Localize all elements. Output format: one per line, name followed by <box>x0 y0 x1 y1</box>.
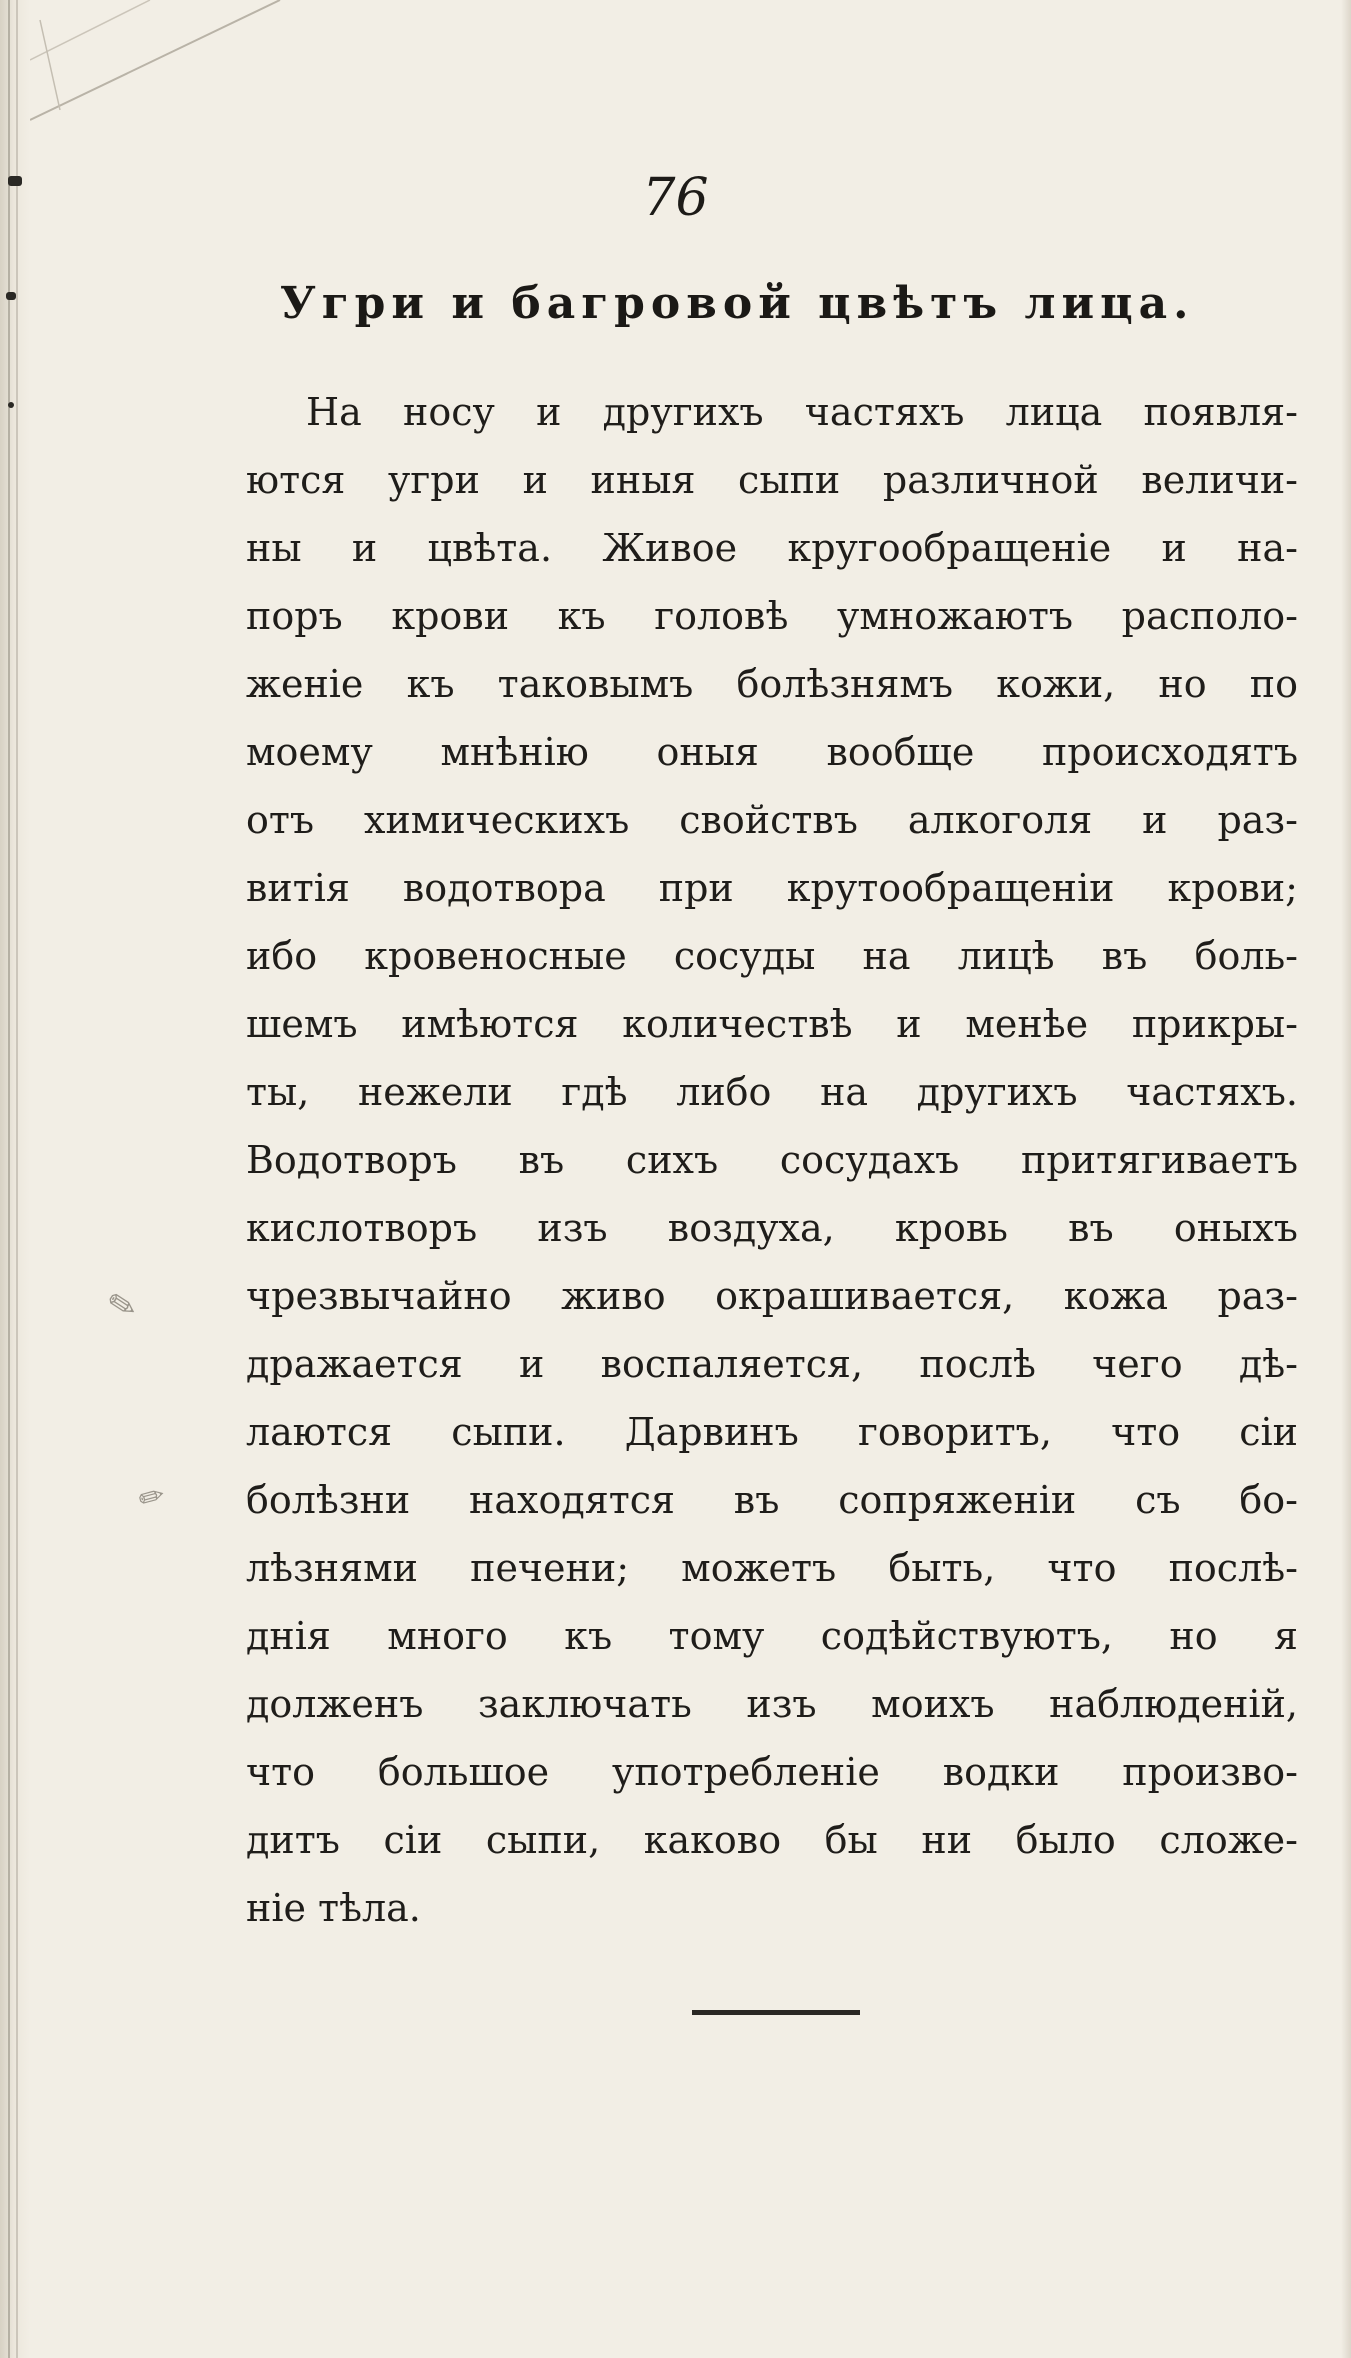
text-line: что большое употребленіе водки произво- <box>246 1750 1298 1794</box>
text-line: моему мнѣнію оныя вообще происходятъ <box>246 730 1298 774</box>
binding-line <box>8 0 10 2358</box>
binding-mark <box>6 292 16 300</box>
text-line: ніе тѣла. <box>246 1886 421 1930</box>
text-line: витія водотвора при крутообращеніи крови; <box>246 866 1298 910</box>
text-line: дитъ сіи сыпи, каково бы ни было сложе- <box>246 1818 1298 1862</box>
text-line: ны и цвѣта. Живое кругообращеніе и на- <box>246 526 1298 570</box>
corner-fold-mark <box>30 0 290 130</box>
text-line: На носу и другихъ частяхъ лица появля- <box>306 390 1298 434</box>
text-line: днія много къ тому содѣйствуютъ, но я <box>246 1614 1298 1658</box>
text-line: болѣзни находятся въ сопряженіи съ бо- <box>246 1478 1298 1522</box>
text-line: кислотворъ изъ воздуха, кровь въ оныхъ <box>246 1206 1298 1250</box>
end-rule <box>692 2010 860 2015</box>
text-line: шемъ имѣются количествѣ и менѣе прикры- <box>246 1002 1298 1046</box>
page-number: 76 <box>642 168 709 228</box>
text-line: лаются сыпи. Дарвинъ говоритъ, что сіи <box>246 1410 1298 1454</box>
section-heading: Угри и багровой цвѣтъ лица. <box>280 278 1195 329</box>
text-line: лѣзнями печени; можетъ быть, что послѣ- <box>246 1546 1298 1590</box>
binding-mark <box>8 402 14 408</box>
body-text <box>246 378 1298 1942</box>
margin-pencil-mark: ✎ <box>131 1477 175 1518</box>
text-line: ибо кровеносные сосуды на лицѣ въ боль- <box>246 934 1298 978</box>
text-line: женіе къ таковымъ болѣзнямъ кожи, но по <box>246 662 1298 706</box>
text-line: поръ крови къ головѣ умножаютъ располо- <box>246 594 1298 638</box>
text-line: долженъ заключать изъ моихъ наблюденій, <box>246 1682 1298 1726</box>
binding-line <box>16 0 18 2358</box>
text-line: ты, нежели гдѣ либо на другихъ частяхъ. <box>246 1070 1298 1114</box>
text-line: Водотворъ въ сихъ сосудахъ притягиваетъ <box>246 1138 1298 1182</box>
page-binding <box>0 0 30 2358</box>
text-line: ются угри и иныя сыпи различной величи- <box>246 458 1298 502</box>
text-line: дражается и воспаляется, послѣ чего дѣ- <box>246 1342 1298 1386</box>
page-edge <box>1341 0 1351 2358</box>
text-line: отъ химическихъ свойствъ алкоголя и раз- <box>246 798 1298 842</box>
text-line: чрезвычайно живо окрашивается, кожа раз- <box>246 1274 1298 1318</box>
margin-pencil-mark: ✎ <box>104 1283 141 1329</box>
